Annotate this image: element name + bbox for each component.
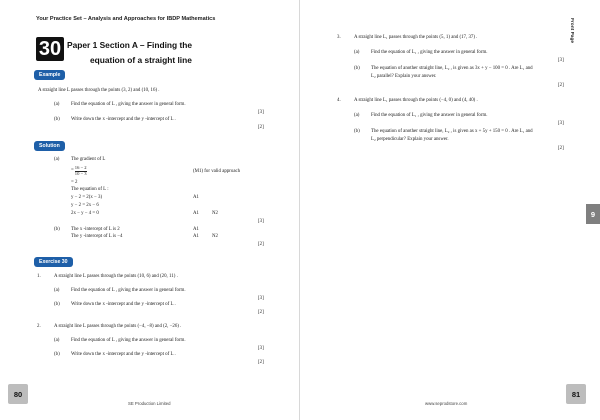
q2-b-text: Write down the x -intercept and the y -intercept of L . (71, 352, 176, 357)
q1-stem: A straight line L passes through the points (10, 6) and (20, 11) . (54, 274, 178, 279)
q3-stem: A straight line L₁ passes through the points (5, 1) and (17, 37) . (354, 35, 478, 40)
q1-a-tag: (a) (54, 288, 60, 293)
gradient-result: = 2 (71, 180, 78, 185)
page-divider (299, 0, 300, 420)
q3-a-text: Find the equation of L₁ , giving the answer in general form. (371, 50, 488, 55)
solution-line-3-mark: A1 (193, 211, 199, 216)
q2-a-mark: [3] (258, 346, 264, 351)
q3-b-text-line2: L₂ parallel? Explain your answer. (371, 74, 437, 79)
solution-line-1-mark: A1 (193, 195, 199, 200)
gradient-fraction (71, 166, 87, 177)
example-label: Example (34, 70, 65, 80)
q4-b-tag: (b) (354, 129, 360, 134)
solution-line-1: y − 2 = 2(x − 3) (71, 195, 103, 200)
solution-b-line-1: The x -intercept of L is 2 (71, 227, 120, 232)
front-page-label: Front Page (569, 18, 574, 44)
chapter-number-box (36, 37, 64, 61)
solution-a-mark: [3] (258, 219, 264, 224)
solution-b-line-1-mark: A1 (193, 227, 199, 232)
q3-a-tag: (a) (354, 50, 360, 55)
q1-a-text: Find the equation of L , giving the answer in general form. (71, 288, 186, 293)
example-part-b-text: Write down the x -intercept and the y -intercept of L . (71, 117, 176, 122)
q2-a-text: Find the equation of L , giving the answer in general form. (71, 338, 186, 343)
q4-stem: A straight line L₁ passes through the points (−4, 0) and (4, 40) . (354, 98, 478, 103)
solution-line-2: y − 2 = 2x − 6 (71, 203, 99, 208)
left-page-number: 80 (8, 384, 28, 404)
fraction-method-note: (M1) for valid approach (193, 169, 241, 174)
q4-a-mark: [3] (558, 121, 564, 126)
chapter-side-tab: 9 (586, 204, 600, 224)
chapter-title-line2: equation of a straight line (90, 55, 192, 65)
solution-label: Solution (34, 141, 65, 151)
solution-b-line-2-mark: A1 (193, 234, 199, 239)
solution-b-tag: (b) (54, 227, 60, 232)
fraction-equals: = (71, 167, 74, 173)
right-page-number: 81 (566, 384, 586, 404)
q3-b-text: The equation of another straight line, L₂ , is given as 3x + y − 100 = 0 . Are L₁ and (371, 66, 533, 71)
example-part-a-text: Find the equation of L , giving the answer in general form. (71, 102, 186, 107)
q4-a-tag: (a) (354, 113, 360, 118)
example-intro: A straight line L passes through the points (3, 2) and (10, 16) . (38, 88, 160, 93)
q3-b-tag: (b) (354, 66, 360, 71)
fraction-numerator: 16 − 2 (74, 165, 87, 170)
q4-b-text-line2: L₂ perpendicular? Explain your answer. (371, 137, 449, 142)
q1-number: 1. (37, 274, 41, 279)
solution-b-line-2: The y -intercept of L is −4 (71, 234, 123, 239)
q4-number: 4. (337, 98, 341, 103)
example-part-b-mark: [2] (258, 125, 264, 130)
example-part-a-tag: (a) (54, 102, 60, 107)
gradient-label: The gradient of L (71, 157, 106, 162)
q4-a-text: Find the equation of L₁ , giving the answer in general form. (371, 113, 488, 118)
solution-line-3: 2x − y − 4 = 0 (71, 211, 99, 216)
publisher-website: www.seprodstore.com (425, 401, 468, 406)
solution-a-tag: (a) (54, 157, 60, 162)
q4-b-mark: [2] (558, 146, 564, 151)
exercise-label: Exercise 30 (34, 257, 73, 267)
solution-line-3-mark2: N2 (212, 211, 218, 216)
fraction-denominator: 10 − 3 (74, 171, 87, 177)
q3-b-mark: [2] (558, 83, 564, 88)
publisher-name: SE Production Limited (128, 401, 171, 406)
q1-b-mark: [2] (258, 310, 264, 315)
book-title: Your Practice Set – Analysis and Approaches for IBDP Mathematics (36, 16, 216, 22)
q2-number: 2. (37, 324, 41, 329)
q3-number: 3. (337, 35, 341, 40)
chapter-number: 30 (38, 37, 62, 60)
example-part-b-tag: (b) (54, 117, 60, 122)
q2-a-tag: (a) (54, 338, 60, 343)
solution-b-line-2-mark2: N2 (212, 234, 218, 239)
q2-stem: A straight line L passes through the points (−4, −8) and (2, −26) . (54, 324, 182, 329)
q1-a-mark: [3] (258, 296, 264, 301)
q2-b-tag: (b) (54, 352, 60, 357)
q1-b-tag: (b) (54, 302, 60, 307)
example-part-a-mark: [3] (258, 110, 264, 115)
q1-b-text: Write down the x -intercept and the y -intercept of L . (71, 302, 176, 307)
chapter-title-line1: Paper 1 Section A – Finding the (67, 40, 193, 50)
q2-b-mark: [2] (258, 360, 264, 365)
q3-a-mark: [3] (558, 58, 564, 63)
equation-label: The equation of L : (71, 187, 109, 192)
q4-b-text: The equation of another straight line, L₂ , is given as x + 5y + 150 = 0 . Are L₁ and (371, 129, 533, 134)
solution-b-mark: [2] (258, 242, 264, 247)
